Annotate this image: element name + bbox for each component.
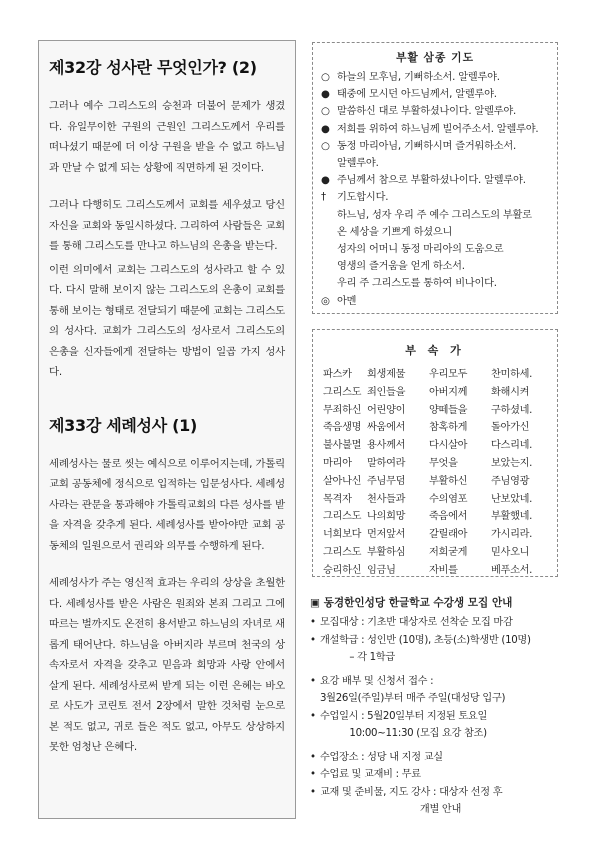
prayer-text: 저희를 위하여 하느님께 빌어주소서. 알렐루야.	[337, 123, 539, 135]
hymn-cell: 보았는지.	[491, 457, 533, 469]
hymn-cell: 수의염포	[429, 493, 468, 505]
hymn-cell: 아버지께	[429, 386, 468, 398]
notice-item	[310, 614, 572, 632]
prayer-mark	[321, 224, 337, 241]
prayer-text: 성자의 어머니 동정 마리아의 도움으로	[337, 244, 504, 256]
hymn-cell: 천사들과	[367, 493, 406, 505]
notice-text: 요강 배부 및 신청서 접수 :	[320, 675, 434, 687]
hymn-cell: 죽음생명	[323, 422, 362, 434]
hymn-cell: 주님무덤	[367, 475, 406, 487]
notice-bullet: •	[310, 710, 316, 722]
notice-bullet: •	[310, 634, 316, 646]
notice-text: 수업장소 : 성당 내 지정 교실	[320, 751, 443, 763]
notice-item	[310, 690, 572, 708]
notice-text: 수업료 및 교재비 : 무료	[320, 769, 421, 780]
hymn-cell: 먼저앞서	[367, 529, 406, 541]
hymn-cell: 그리스도	[323, 511, 362, 523]
prayer-title: 부활 삼종 기도	[395, 51, 475, 64]
hymn-cell: 저희굳게	[429, 546, 468, 558]
hymn-cell: 말하여라	[367, 457, 406, 469]
notice-bullet: •	[310, 617, 316, 628]
prayer-mark: ○	[321, 72, 330, 83]
hymn-cell: 부활하심	[367, 546, 406, 558]
lesson32-paragraph-2: 그러나 다행히도 그리스도께서 교회를 세우셨고 당신 자신을 교회와 동일시하셨다. 그리하여 사람들은 교회를 통해 그리스도를 만나고 하느님의 은총을 받는다.	[49, 199, 285, 252]
notice-bullet: •	[310, 675, 316, 687]
hymn-cell: 갈릴래아	[429, 529, 468, 541]
hymn-cell: 무죄하신	[323, 404, 362, 416]
hymn-title: 부 속 가	[405, 344, 465, 357]
prayer-box	[312, 42, 558, 314]
prayer-mark	[321, 258, 337, 275]
prayer-line	[321, 86, 549, 103]
prayer-text: 아멘	[337, 295, 357, 307]
hymn-cell: 부활하신	[429, 475, 468, 487]
prayer-text: 기도합시다.	[337, 192, 389, 204]
hymn-cell: 화해시켜	[491, 386, 530, 398]
hymn-cell: 주님영광	[491, 475, 530, 487]
hymn-cell: 희생제물	[367, 369, 406, 380]
hymn-cell: 파스카	[323, 369, 352, 380]
lesson32-paragraph-1: 그러나 예수 그리스도의 승천과 더불어 문제가 생겼다. 유일무이한 구원의 근원인 그리스도께서 우리를 떠나셨기 때문에 더 이상 구원을 받을 수 없고 하느님과 만날 수 없게 되는 상황에 직면하게 된 것이다.	[49, 100, 285, 174]
prayer-text: 온 세상을 기쁘게 하셨으니	[337, 226, 453, 238]
hymn-cell: 가시리라.	[491, 529, 533, 541]
hymn-cell: 찬미하세.	[491, 369, 533, 380]
notice-bullet	[310, 649, 320, 667]
notice-item	[310, 801, 572, 819]
prayer-text: 하늘의 모후님, 기뻐하소서. 알렐루야.	[337, 72, 500, 83]
hymn-cell: 너희보다	[323, 529, 362, 541]
notice-bullet: •	[310, 769, 316, 780]
hymn-cell: 죽음에서	[429, 511, 468, 523]
hymn-cell: 마리아	[323, 457, 352, 469]
lesson32-paragraph-3: 이런 의미에서 교회는 그리스도의 성사라고 할 수 있다. 다시 말해 보이지 않는 그리스도의 은총이 교회를 통해 보이는 형태로 전달되기 때문에 교회는 그리스도의 성사다. 교회가 그리스도의 성사로서 그리스도의 은총을 신자들에게 전달하는 방법이 일곱 가지 성사다.	[49, 263, 285, 378]
hymn-cell: 죄인들을	[367, 386, 406, 398]
prayer-mark: ◎	[321, 295, 330, 307]
prayer-line	[321, 155, 549, 172]
hymn-cell: 싸움에서	[367, 422, 406, 434]
hymn-cell: 참혹하게	[429, 422, 468, 434]
hymn-cell: 부활했네.	[491, 511, 533, 523]
hymn-cell: 나의희망	[367, 511, 406, 523]
lesson32-title: 제32강 성사란 무엇인가? (2)	[49, 58, 257, 77]
prayer-mark	[321, 207, 337, 224]
prayer-text: 태중에 모시던 아드님께서, 알렐루야.	[337, 89, 497, 101]
notice-item	[310, 749, 572, 767]
hymn-cell: 불사불멸	[323, 440, 362, 452]
notice-bullet	[310, 690, 320, 708]
notice-item	[310, 673, 572, 691]
notice-item	[310, 632, 572, 650]
prayer-mark	[321, 155, 337, 172]
notice-text: 개설학급 : 성인반 (10명), 초등(소)학생반 (10명)	[320, 634, 531, 646]
prayer-line	[321, 189, 549, 206]
hymn-cell: 자비를	[429, 564, 458, 576]
prayer-mark	[321, 241, 337, 258]
notice-item	[310, 725, 572, 743]
hymn-cell: 믿사오니	[491, 546, 530, 558]
lesson33-paragraph-2: 세례성사가 주는 영신적 효과는 우리의 상상을 초월한다. 세례성사를 받은 사람은 원죄와 본죄 그리고 그에 따르는 벌까지도 온전히 용서받고 하느님의 자녀로 새롭게 태어난다. 하느님을 아버지라 부르며 천국의 상속자로서 자격을 갖추고 믿음과 희망과 사랑 안에서 살게 된다. 세례성사로써 받게 되는 이런 은혜는 바오로 사도가 코린토 전서 2장에서 말한 것처럼 눈으로 본 적도 없고, 귀로 들은 적도 없고, 아무도 상상하지 못한 엄청난 은혜다.	[49, 577, 285, 753]
notice-bullet	[310, 801, 320, 819]
hymn-cell: 무엇을	[429, 457, 458, 469]
lesson-panel	[38, 40, 296, 819]
notice-item	[310, 784, 572, 802]
lesson33-title: 제33강 세례성사 (1)	[49, 415, 198, 435]
prayer-mark: ●	[321, 123, 330, 135]
prayer-text: 영생의 즐거움을 얻게 하소서.	[337, 261, 465, 273]
notice-text: 교재 및 준비물, 지도 강사 : 대상자 선정 후	[320, 786, 503, 798]
hymn-cell: 돌아가신	[491, 422, 530, 434]
hymn-cell: 임금님	[367, 564, 396, 576]
prayer-line	[321, 121, 549, 138]
prayer-text: 말씀하신 대로 부활하셨나이다. 알렐루야.	[337, 106, 517, 118]
notice-title: ▣ 동경한인성당 한글학교 수강생 모집 안내	[310, 597, 513, 609]
prayer-line	[321, 103, 549, 120]
prayer-text: 동정 마리아님, 기뻐하시며 즐거워하소서.	[337, 140, 517, 152]
prayer-line	[321, 207, 549, 224]
notice-item	[310, 766, 572, 784]
prayer-line	[321, 172, 549, 189]
prayer-line	[321, 69, 549, 86]
hymn-cell: 용사께서	[367, 440, 406, 452]
prayer-line	[321, 258, 549, 275]
hymn-box	[312, 329, 558, 577]
hymn-cell: 그리스도	[323, 386, 362, 398]
hymn-cell: 목격자	[323, 493, 352, 505]
hymn-cell: 양떼들을	[429, 404, 468, 416]
notice-text: 3월26일(주일)부터 매주 주일(대성당 입구)	[320, 693, 506, 704]
notice-bullet: •	[310, 786, 316, 798]
prayer-mark	[321, 275, 337, 292]
hymn-cell: 구하셨네.	[491, 404, 533, 416]
notice-bullet: •	[310, 751, 316, 763]
hymn-cell: 난보았네.	[491, 493, 533, 505]
prayer-line	[321, 293, 549, 310]
hymn-cell: 베푸소서.	[491, 564, 533, 576]
hymn-cell: 우리모두	[429, 369, 468, 380]
prayer-line	[321, 138, 549, 155]
prayer-mark: †	[321, 192, 326, 204]
prayer-text: 주님께서 참으로 부활하셨나이다. 알렐루야.	[337, 175, 526, 187]
prayer-mark: ○	[321, 140, 330, 152]
notice-bullet	[310, 725, 320, 743]
prayer-text: 우리 주 그리스도를 통하여 비나이다.	[337, 278, 497, 290]
prayer-text: 하느님, 성자 우리 주 예수 그리스도의 부활로	[337, 209, 532, 221]
prayer-line	[321, 224, 549, 241]
hymn-cell: 다시살아	[429, 440, 468, 452]
prayer-line	[321, 275, 549, 292]
hymn-grid	[323, 366, 547, 580]
hymn-cell: 그리스도	[323, 546, 362, 558]
hymn-cell: 다스리네.	[491, 440, 533, 452]
prayer-lines	[321, 69, 549, 310]
notice-text: 10:00~11:30 (모집 요강 참조)	[320, 728, 487, 739]
notice-item	[310, 708, 572, 726]
notice-text: – 각 1학급	[320, 652, 395, 663]
notice-text: 수업일시 : 5월20일부터 지정된 토요일	[320, 710, 488, 722]
hymn-cell: 살아나신	[323, 475, 362, 487]
notice-text: 개별 안내	[320, 804, 462, 815]
prayer-text: 알렐루야.	[337, 158, 379, 170]
prayer-line	[321, 241, 549, 258]
notice-items	[310, 614, 572, 819]
school-notice	[310, 594, 572, 819]
notice-item	[310, 649, 572, 667]
lesson33-paragraph-1: 세례성사는 물로 씻는 예식으로 이루어지는데, 가톨릭교회 공동체에 정식으로 입적하는 입문성사다. 세례성사라는 관문을 통과해야 가톨릭교회의 다른 성사를 받을 자격을 갖추게 된다. 세례성사를 받아야만 교회 공동체의 일원으로서 권리와 의무를 수행하게 된다.	[49, 457, 285, 552]
prayer-mark: ●	[321, 175, 330, 187]
hymn-cell: 어린양이	[367, 404, 406, 416]
prayer-mark: ○	[321, 106, 330, 118]
hymn-cell: 승리하신	[323, 564, 362, 576]
notice-text: 모집대상 : 기초반 대상자로 선착순 모집 마감	[320, 617, 513, 628]
prayer-mark: ●	[321, 89, 330, 101]
